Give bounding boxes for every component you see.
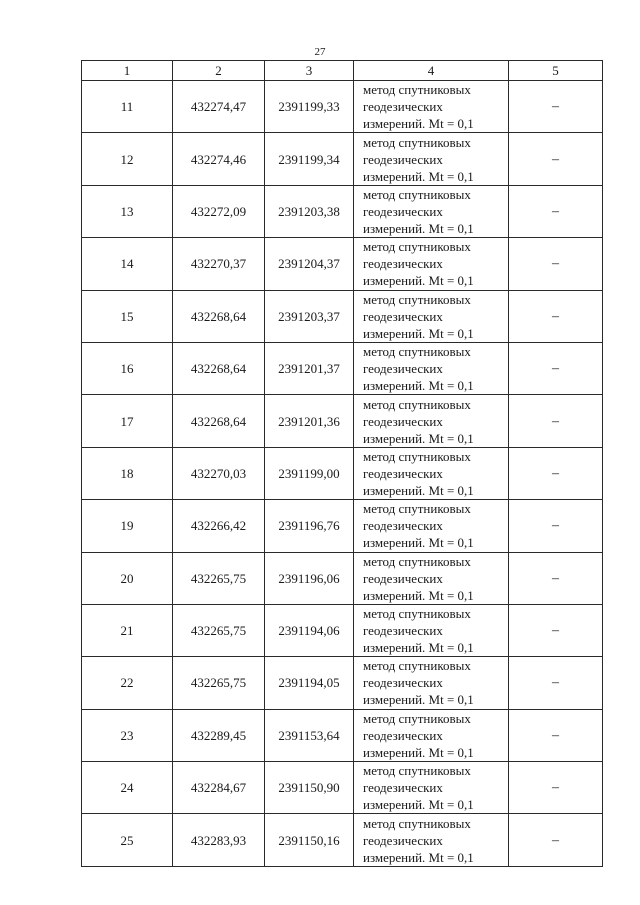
method-line: геодезических xyxy=(363,99,443,115)
method-cell xyxy=(354,814,509,866)
method-cell xyxy=(354,552,509,604)
point-number-cell: 17 xyxy=(82,395,173,447)
header-col-1: 1 xyxy=(82,61,173,81)
x-coordinate-cell: 432265,75 xyxy=(173,657,265,709)
method-cell xyxy=(354,133,509,185)
note-cell: – xyxy=(509,81,603,133)
method-cell xyxy=(354,395,509,447)
note-cell: – xyxy=(509,552,603,604)
method-line: геодезических xyxy=(363,780,443,796)
coordinates-table xyxy=(81,60,603,867)
point-number-cell: 14 xyxy=(82,238,173,290)
method-line: измерений. Mt = 0,1 xyxy=(363,273,474,289)
method-line: измерений. Mt = 0,1 xyxy=(363,640,474,656)
header-row xyxy=(82,61,603,81)
table-row xyxy=(82,814,603,866)
y-coordinate-cell: 2391199,33 xyxy=(265,81,354,133)
note-cell: – xyxy=(509,814,603,866)
table-row xyxy=(82,604,603,656)
table-row xyxy=(82,395,603,447)
method-line: метод спутниковых xyxy=(363,658,471,674)
x-coordinate-cell: 432289,45 xyxy=(173,709,265,761)
table-row xyxy=(82,762,603,814)
method-line: геодезических xyxy=(363,727,443,743)
note-cell: – xyxy=(509,342,603,394)
method-cell xyxy=(354,709,509,761)
method-line: измерений. Mt = 0,1 xyxy=(363,378,474,394)
method-line: геодезических xyxy=(363,256,443,272)
x-coordinate-cell: 432265,75 xyxy=(173,552,265,604)
method-line: метод спутниковых xyxy=(363,763,471,779)
method-line: геодезических xyxy=(363,203,443,219)
x-coordinate-cell: 432283,93 xyxy=(173,814,265,866)
point-number-cell: 20 xyxy=(82,552,173,604)
method-line: метод спутниковых xyxy=(363,553,471,569)
method-line: геодезических xyxy=(363,413,443,429)
note-cell: – xyxy=(509,238,603,290)
table-row xyxy=(82,133,603,185)
method-line: метод спутниковых xyxy=(363,344,471,360)
method-line: геодезических xyxy=(363,361,443,377)
x-coordinate-cell: 432284,67 xyxy=(173,762,265,814)
method-line: измерений. Mt = 0,1 xyxy=(363,692,474,708)
x-coordinate-cell: 432268,64 xyxy=(173,342,265,394)
method-cell xyxy=(354,604,509,656)
method-line: измерений. Mt = 0,1 xyxy=(363,744,474,760)
method-line: метод спутниковых xyxy=(363,134,471,150)
y-coordinate-cell: 2391194,06 xyxy=(265,604,354,656)
method-line: метод спутниковых xyxy=(363,815,471,831)
note-cell: – xyxy=(509,657,603,709)
point-number-cell: 25 xyxy=(82,814,173,866)
table-row xyxy=(82,447,603,499)
point-number-cell: 12 xyxy=(82,133,173,185)
y-coordinate-cell: 2391153,64 xyxy=(265,709,354,761)
x-coordinate-cell: 432265,75 xyxy=(173,604,265,656)
table-body xyxy=(82,81,603,867)
x-coordinate-cell: 432270,37 xyxy=(173,238,265,290)
header-col-4: 4 xyxy=(354,61,509,81)
table-row xyxy=(82,185,603,237)
x-coordinate-cell: 432274,46 xyxy=(173,133,265,185)
method-cell xyxy=(354,500,509,552)
method-line: метод спутниковых xyxy=(363,291,471,307)
point-number-cell: 23 xyxy=(82,709,173,761)
header-col-3: 3 xyxy=(265,61,354,81)
point-number-cell: 22 xyxy=(82,657,173,709)
note-cell: – xyxy=(509,604,603,656)
method-line: метод спутниковых xyxy=(363,710,471,726)
method-cell xyxy=(354,762,509,814)
method-line: измерений. Mt = 0,1 xyxy=(363,797,474,813)
method-line: метод спутниковых xyxy=(363,396,471,412)
y-coordinate-cell: 2391150,16 xyxy=(265,814,354,866)
method-line: геодезических xyxy=(363,570,443,586)
method-line: измерений. Mt = 0,1 xyxy=(363,587,474,603)
method-line: измерений. Mt = 0,1 xyxy=(363,535,474,551)
method-line: измерений. Mt = 0,1 xyxy=(363,220,474,236)
point-number-cell: 15 xyxy=(82,290,173,342)
y-coordinate-cell: 2391201,36 xyxy=(265,395,354,447)
method-cell xyxy=(354,185,509,237)
method-line: геодезических xyxy=(363,675,443,691)
method-cell xyxy=(354,290,509,342)
note-cell: – xyxy=(509,500,603,552)
y-coordinate-cell: 2391196,06 xyxy=(265,552,354,604)
method-cell xyxy=(354,342,509,394)
header-col-2: 2 xyxy=(173,61,265,81)
table-row xyxy=(82,342,603,394)
table-row xyxy=(82,238,603,290)
y-coordinate-cell: 2391203,38 xyxy=(265,185,354,237)
point-number-cell: 13 xyxy=(82,185,173,237)
method-cell xyxy=(354,657,509,709)
method-line: геодезических xyxy=(363,623,443,639)
note-cell: – xyxy=(509,395,603,447)
note-cell: – xyxy=(509,185,603,237)
method-cell xyxy=(354,447,509,499)
method-line: геодезических xyxy=(363,308,443,324)
table-row xyxy=(82,709,603,761)
method-line: измерений. Mt = 0,1 xyxy=(363,430,474,446)
method-line: измерений. Mt = 0,1 xyxy=(363,849,474,865)
note-cell: – xyxy=(509,709,603,761)
x-coordinate-cell: 432272,09 xyxy=(173,185,265,237)
method-line: измерений. Mt = 0,1 xyxy=(363,116,474,132)
x-coordinate-cell: 432268,64 xyxy=(173,395,265,447)
method-line: геодезических xyxy=(363,832,443,848)
y-coordinate-cell: 2391194,05 xyxy=(265,657,354,709)
method-line: геодезических xyxy=(363,151,443,167)
point-number-cell: 24 xyxy=(82,762,173,814)
x-coordinate-cell: 432274,47 xyxy=(173,81,265,133)
page-number: 27 xyxy=(314,46,326,58)
x-coordinate-cell: 432266,42 xyxy=(173,500,265,552)
y-coordinate-cell: 2391199,34 xyxy=(265,133,354,185)
table-row xyxy=(82,500,603,552)
point-number-cell: 21 xyxy=(82,604,173,656)
method-line: измерений. Mt = 0,1 xyxy=(363,482,474,498)
point-number-cell: 11 xyxy=(82,81,173,133)
note-cell: – xyxy=(509,762,603,814)
method-cell xyxy=(354,81,509,133)
header-col-5: 5 xyxy=(509,61,603,81)
y-coordinate-cell: 2391199,00 xyxy=(265,447,354,499)
table-row xyxy=(82,657,603,709)
y-coordinate-cell: 2391196,76 xyxy=(265,500,354,552)
note-cell: – xyxy=(509,290,603,342)
y-coordinate-cell: 2391201,37 xyxy=(265,342,354,394)
note-cell: – xyxy=(509,447,603,499)
table-row xyxy=(82,290,603,342)
method-cell xyxy=(354,238,509,290)
y-coordinate-cell: 2391204,37 xyxy=(265,238,354,290)
method-line: измерений. Mt = 0,1 xyxy=(363,168,474,184)
method-line: метод спутниковых xyxy=(363,82,471,98)
method-line: геодезических xyxy=(363,465,443,481)
y-coordinate-cell: 2391150,90 xyxy=(265,762,354,814)
method-line: геодезических xyxy=(363,518,443,534)
method-line: метод спутниковых xyxy=(363,501,471,517)
point-number-cell: 16 xyxy=(82,342,173,394)
method-line: измерений. Mt = 0,1 xyxy=(363,325,474,341)
point-number-cell: 19 xyxy=(82,500,173,552)
method-line: метод спутниковых xyxy=(363,606,471,622)
note-cell: – xyxy=(509,133,603,185)
method-line: метод спутниковых xyxy=(363,239,471,255)
x-coordinate-cell: 432268,64 xyxy=(173,290,265,342)
method-line: метод спутниковых xyxy=(363,448,471,464)
method-line: метод спутниковых xyxy=(363,186,471,202)
x-coordinate-cell: 432270,03 xyxy=(173,447,265,499)
y-coordinate-cell: 2391203,37 xyxy=(265,290,354,342)
table-row xyxy=(82,81,603,133)
point-number-cell: 18 xyxy=(82,447,173,499)
table-row xyxy=(82,552,603,604)
